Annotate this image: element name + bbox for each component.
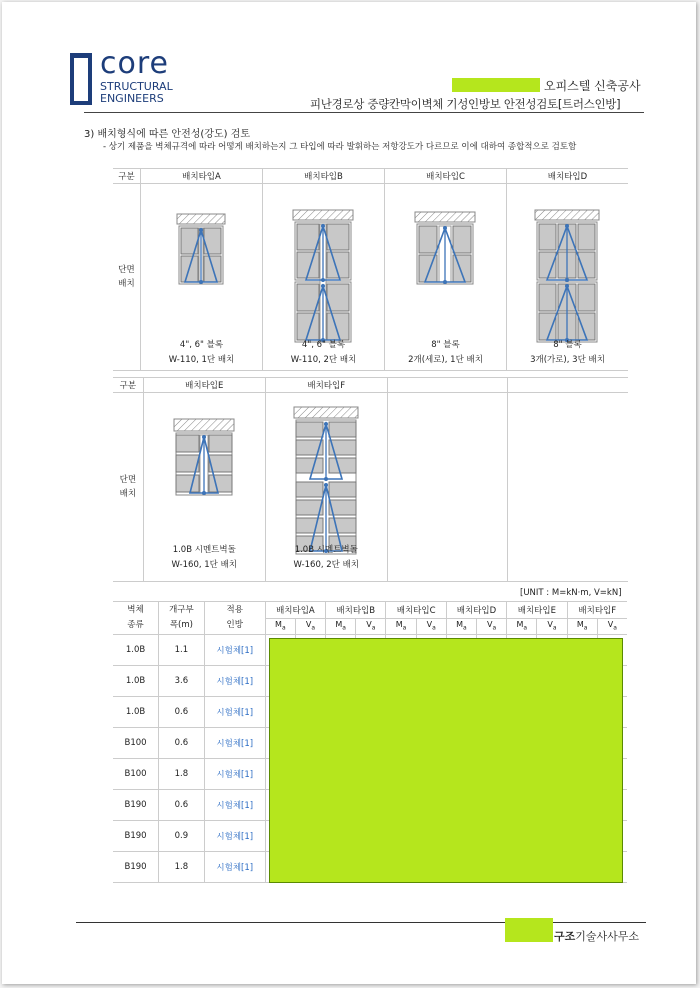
type-e-caption-1: 1.0B 시멘트벽돌 xyxy=(172,545,236,555)
type-a-caption-2: W-110, 1단 배치 xyxy=(168,355,235,365)
shear-subheader xyxy=(477,618,507,635)
wall-type-cell: 1.0B xyxy=(113,635,159,666)
type-a-header: 배치타입A xyxy=(141,169,263,184)
type-f-cell xyxy=(265,393,387,582)
wall-type-header-l2: 종류 xyxy=(127,620,144,630)
opening-width-cell: 0.6 xyxy=(159,728,205,759)
type-a-cell xyxy=(141,184,263,371)
type-e-cell xyxy=(143,393,265,582)
wall-type-cell: 1.0B xyxy=(113,666,159,697)
type-f-caption-2: W-160, 2단 배치 xyxy=(293,560,359,570)
layout-table-2 xyxy=(113,377,628,582)
lintel-cell[interactable]: 시험체[1] xyxy=(204,852,265,883)
col-header: 구분 xyxy=(113,378,143,393)
shear-subheader xyxy=(537,618,567,635)
subheader-subscript: a xyxy=(311,625,316,633)
lintel-cell[interactable]: 시험체[1] xyxy=(204,635,265,666)
wall-type-cell: B190 xyxy=(113,790,159,821)
subheader-subscript: a xyxy=(342,625,346,633)
redaction-box xyxy=(452,78,540,92)
res-type-e: 배치타입E xyxy=(507,602,567,619)
redacted-results-area xyxy=(269,638,623,883)
unit-note: [UNIT : M=kN·m, V=kN] xyxy=(520,588,622,598)
lintel-cell[interactable]: 시험체[1] xyxy=(204,759,265,790)
type-c-caption-1: 8" 블록 xyxy=(431,340,460,350)
subheader-symbol: V xyxy=(305,620,312,630)
subheader-symbol: M xyxy=(516,620,524,630)
type-d-header: 배치타입D xyxy=(507,169,629,184)
section-bullet: - 상기 제품을 벽체규격에 따라 어떻게 배치하는지 그 타입에 따라 발휘하는 저항강도가 다르므로 이에 대하여 종합적으로 검토함 xyxy=(103,142,577,152)
logo-line-engineers: ENGINEERS xyxy=(100,92,164,105)
layout-table-1 xyxy=(113,168,628,371)
type-f-header: 배치타입F xyxy=(265,378,387,393)
subheader-subscript: a xyxy=(281,625,286,633)
opening-width-cell: 0.6 xyxy=(159,790,205,821)
subheader-symbol: M xyxy=(456,620,464,630)
opening-header-l1: 개구부 xyxy=(169,605,194,615)
type-e-caption-2: W-160, 1단 배치 xyxy=(171,560,237,570)
type-d-cell xyxy=(507,184,629,371)
subheader-subscript: a xyxy=(583,625,588,633)
subheader-subscript: a xyxy=(432,625,436,633)
subheader-symbol: V xyxy=(487,620,493,630)
type-d-caption-2: 3개(가로), 3단 배치 xyxy=(530,355,605,365)
project-name: 오피스텔 신축공사 xyxy=(544,79,641,93)
opening-header-l2: 폭(m) xyxy=(169,620,193,630)
subheader-subscript: a xyxy=(552,625,557,633)
shear-subheader xyxy=(295,618,325,635)
footer-rest: 기술사사무소 xyxy=(575,930,640,943)
subheader-symbol: M xyxy=(576,620,584,630)
type-b-header: 배치타입B xyxy=(263,169,385,184)
type-e-header: 배치타입E xyxy=(143,378,265,393)
opening-width-cell: 1.1 xyxy=(159,635,205,666)
moment-subheader xyxy=(507,618,537,635)
col-header: 구분 xyxy=(113,169,141,184)
section-title: 3) 배치형식에 따른 안전성(강도) 검토 xyxy=(84,129,251,140)
type-c-header: 배치타입C xyxy=(385,169,507,184)
empty-header xyxy=(508,378,628,393)
header-divider xyxy=(84,112,644,113)
row-label: 단면 배치 xyxy=(113,393,143,582)
shear-subheader xyxy=(356,618,386,635)
type-d-caption-1: 8" 블록 xyxy=(553,340,582,350)
lintel-header-l1: 적용 xyxy=(226,605,243,615)
lintel-cell[interactable]: 시험체[1] xyxy=(204,790,265,821)
wall-type-cell: B190 xyxy=(113,852,159,883)
type-b-cell xyxy=(263,184,385,371)
footer-divider xyxy=(76,922,646,923)
moment-subheader xyxy=(326,618,356,635)
lintel-cell[interactable]: 시험체[1] xyxy=(204,697,265,728)
empty-header xyxy=(387,378,508,393)
wall-type-header xyxy=(113,602,159,635)
subheader-symbol: V xyxy=(607,620,614,630)
opening-header xyxy=(159,602,205,635)
shear-subheader xyxy=(416,618,446,635)
subheader-subscript: a xyxy=(371,625,376,633)
footer-bold: 구조 xyxy=(554,930,576,943)
footer-company xyxy=(554,928,639,944)
subheader-symbol: M xyxy=(335,620,343,630)
subheader-subscript: a xyxy=(523,625,528,633)
type-b-caption-2: W-110, 2단 배치 xyxy=(290,355,357,365)
type-c-caption-2: 2개(세로), 1단 배치 xyxy=(408,355,483,365)
logo-line-structural: STRUCTURAL xyxy=(100,80,173,93)
moment-subheader xyxy=(446,618,476,635)
opening-width-cell: 1.8 xyxy=(159,852,205,883)
subheader-subscript: a xyxy=(463,625,467,633)
opening-width-cell: 3.6 xyxy=(159,666,205,697)
subheader-symbol: M xyxy=(275,620,282,630)
empty-cell xyxy=(508,393,628,582)
logo-word: core xyxy=(100,46,169,81)
res-type-a: 배치타입A xyxy=(265,602,325,619)
moment-subheader xyxy=(567,618,597,635)
shear-subheader xyxy=(597,618,627,635)
subheader-symbol: V xyxy=(366,620,372,630)
wall-type-cell: 1.0B xyxy=(113,697,159,728)
lintel-header xyxy=(204,602,265,635)
subheader-subscript: a xyxy=(613,625,617,633)
lintel-cell[interactable]: 시험체[1] xyxy=(204,666,265,697)
type-a-caption-1: 4", 6" 블록 xyxy=(179,340,224,350)
moment-subheader xyxy=(386,618,416,635)
moment-subheader xyxy=(265,618,295,635)
wall-type-cell: B190 xyxy=(113,821,159,852)
document-title: 피난경로상 중량칸막이벽체 기성인방보 안전성검토[트러스인방] xyxy=(310,97,621,111)
opening-width-cell: 0.9 xyxy=(159,821,205,852)
logo-bracket-icon xyxy=(70,53,92,105)
empty-cell xyxy=(387,393,508,582)
type-c-cell xyxy=(385,184,507,371)
subheader-symbol: V xyxy=(426,620,433,630)
type-f-caption-1: 1.0B 시멘트벽돌 xyxy=(294,545,358,555)
res-type-f: 배치타입F xyxy=(567,602,627,619)
footer-redaction-box xyxy=(505,918,553,942)
wall-type-cell: B100 xyxy=(113,728,159,759)
res-type-c: 배치타입C xyxy=(386,602,446,619)
lintel-cell[interactable]: 시험체[1] xyxy=(204,728,265,759)
subheader-subscript: a xyxy=(402,625,407,633)
subheader-symbol: V xyxy=(547,620,553,630)
res-type-d: 배치타입D xyxy=(446,602,506,619)
lintel-header-l2: 인방 xyxy=(226,620,243,630)
subheader-subscript: a xyxy=(492,625,497,633)
subheader-symbol: M xyxy=(395,620,403,630)
type-b-caption-1: 4", 6" 블록 xyxy=(301,340,346,350)
wall-type-cell: B100 xyxy=(113,759,159,790)
lintel-cell[interactable]: 시험체[1] xyxy=(204,821,265,852)
opening-width-cell: 0.6 xyxy=(159,697,205,728)
wall-type-header-l1: 벽체 xyxy=(127,605,144,615)
opening-width-cell: 1.8 xyxy=(159,759,205,790)
row-label: 단면 배치 xyxy=(113,184,141,371)
res-type-b: 배치타입B xyxy=(326,602,386,619)
